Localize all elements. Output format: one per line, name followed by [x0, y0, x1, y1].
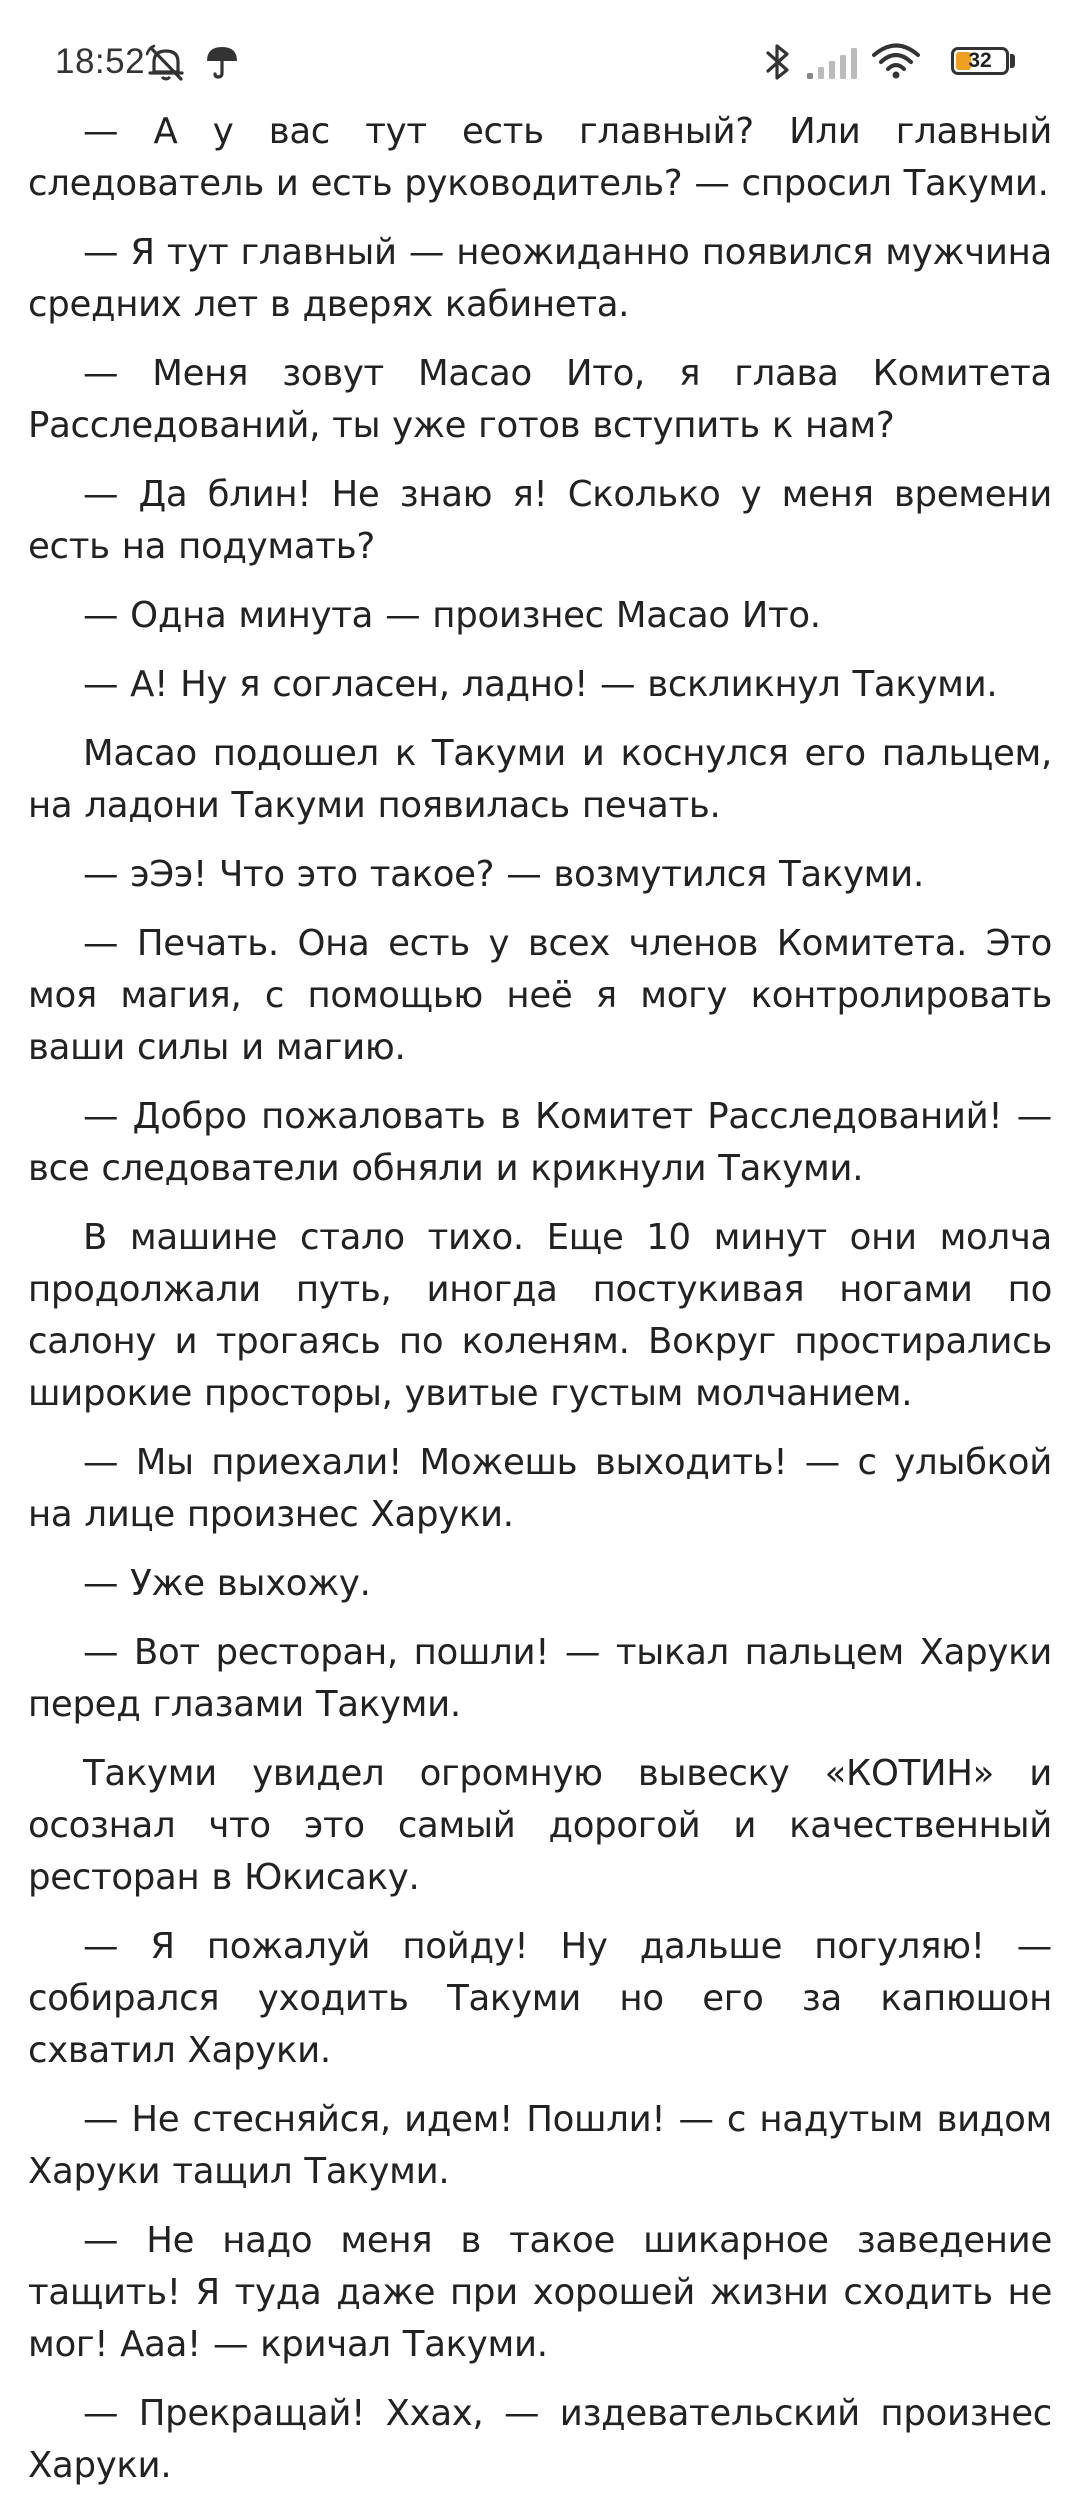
text-paragraph: — Добро пожаловать в Комитет Расследований! — все следователи обняли и крикнули Такуми. [28, 1096, 1052, 1189]
bluetooth-icon [763, 42, 793, 82]
text-paragraph: — Уже выхожу. [83, 1563, 371, 1604]
battery-icon [951, 47, 1009, 75]
text-paragraph: — Я пожалуй пойду! Ну дальше погуляю! — собирался уходить Такуми но его за капюшон схватил Харуки. [28, 1926, 1052, 2071]
text-paragraph: — Прекращай! Ххах, — издевательский произнес Харуки. [28, 2393, 1052, 2486]
umbrella-icon [205, 44, 239, 80]
text-paragraph: Такуми увидел огромную вывеску «КОТИН» и осознал что это самый дорогой и качественный ресторан в Юкисаку. [28, 1753, 1052, 1898]
text-paragraph: — Вот ресторан, пошли! — тыкал пальцем Харуки перед глазами Такуми. [28, 1632, 1052, 1725]
status-bar [0, 0, 1080, 120]
signal-icon [806, 46, 862, 80]
text-paragraph: — Я тут главный — неожиданно появился мужчина средних лет в дверях кабинета. [28, 232, 1052, 325]
text-paragraph: — Меня зовут Масао Ито, я глава Комитета Расследований, ты уже готов вступить к нам? [28, 353, 1052, 446]
text-paragraph: — А! Ну я согласен, ладно! — вскликнул Такуми. [83, 664, 998, 705]
text-paragraph: В машине стало тихо. Еще 10 минут они молча продолжали путь, иногда постукивая ногами по салону и трогаясь по коленям. Вокруг простирались широкие просторы, увитые густым молчанием. [28, 1217, 1052, 1414]
text-paragraph: — Не надо меня в такое шикарное заведение тащить! Я туда даже при хорошей жизни сходить не мог! Ааа! — кричал Такуми. [28, 2220, 1052, 2365]
text-paragraph: — Печать. Она есть у всех членов Комитета. Это моя магия, с помощью неё я могу контролировать ваши силы и магию. [28, 923, 1052, 1068]
wifi-icon [872, 42, 920, 80]
text-paragraph: — А у вас тут есть главный? Или главный следователь и есть руководитель? — спросил Такуми. [28, 111, 1052, 204]
text-paragraph: — Да блин! Не знаю я! Сколько у меня времени есть на подумать? [28, 474, 1052, 567]
text-paragraph: Масао подошел к Такуми и коснулся его пальцем, на ладони Такуми появилась печать. [28, 733, 1052, 826]
text-paragraph: — эЭэ! Что это такое? — возмутился Такуми. [83, 854, 924, 895]
text-paragraph: — Одна минута — произнес Масао Ито. [83, 595, 821, 636]
battery-tip [1010, 54, 1015, 68]
text-paragraph: — Мы приехали! Можешь выходить! — с улыбкой на лице произнес Харуки. [28, 1442, 1052, 1535]
reader-text[interactable] [28, 106, 1052, 2509]
mute-alarm-icon [146, 44, 186, 82]
status-time: 18:52 [55, 42, 146, 81]
battery-level: 32 [968, 49, 992, 72]
text-paragraph: — Не стесняйся, идем! Пошли! — с надутым видом Харуки тащил Такуми. [28, 2099, 1052, 2192]
